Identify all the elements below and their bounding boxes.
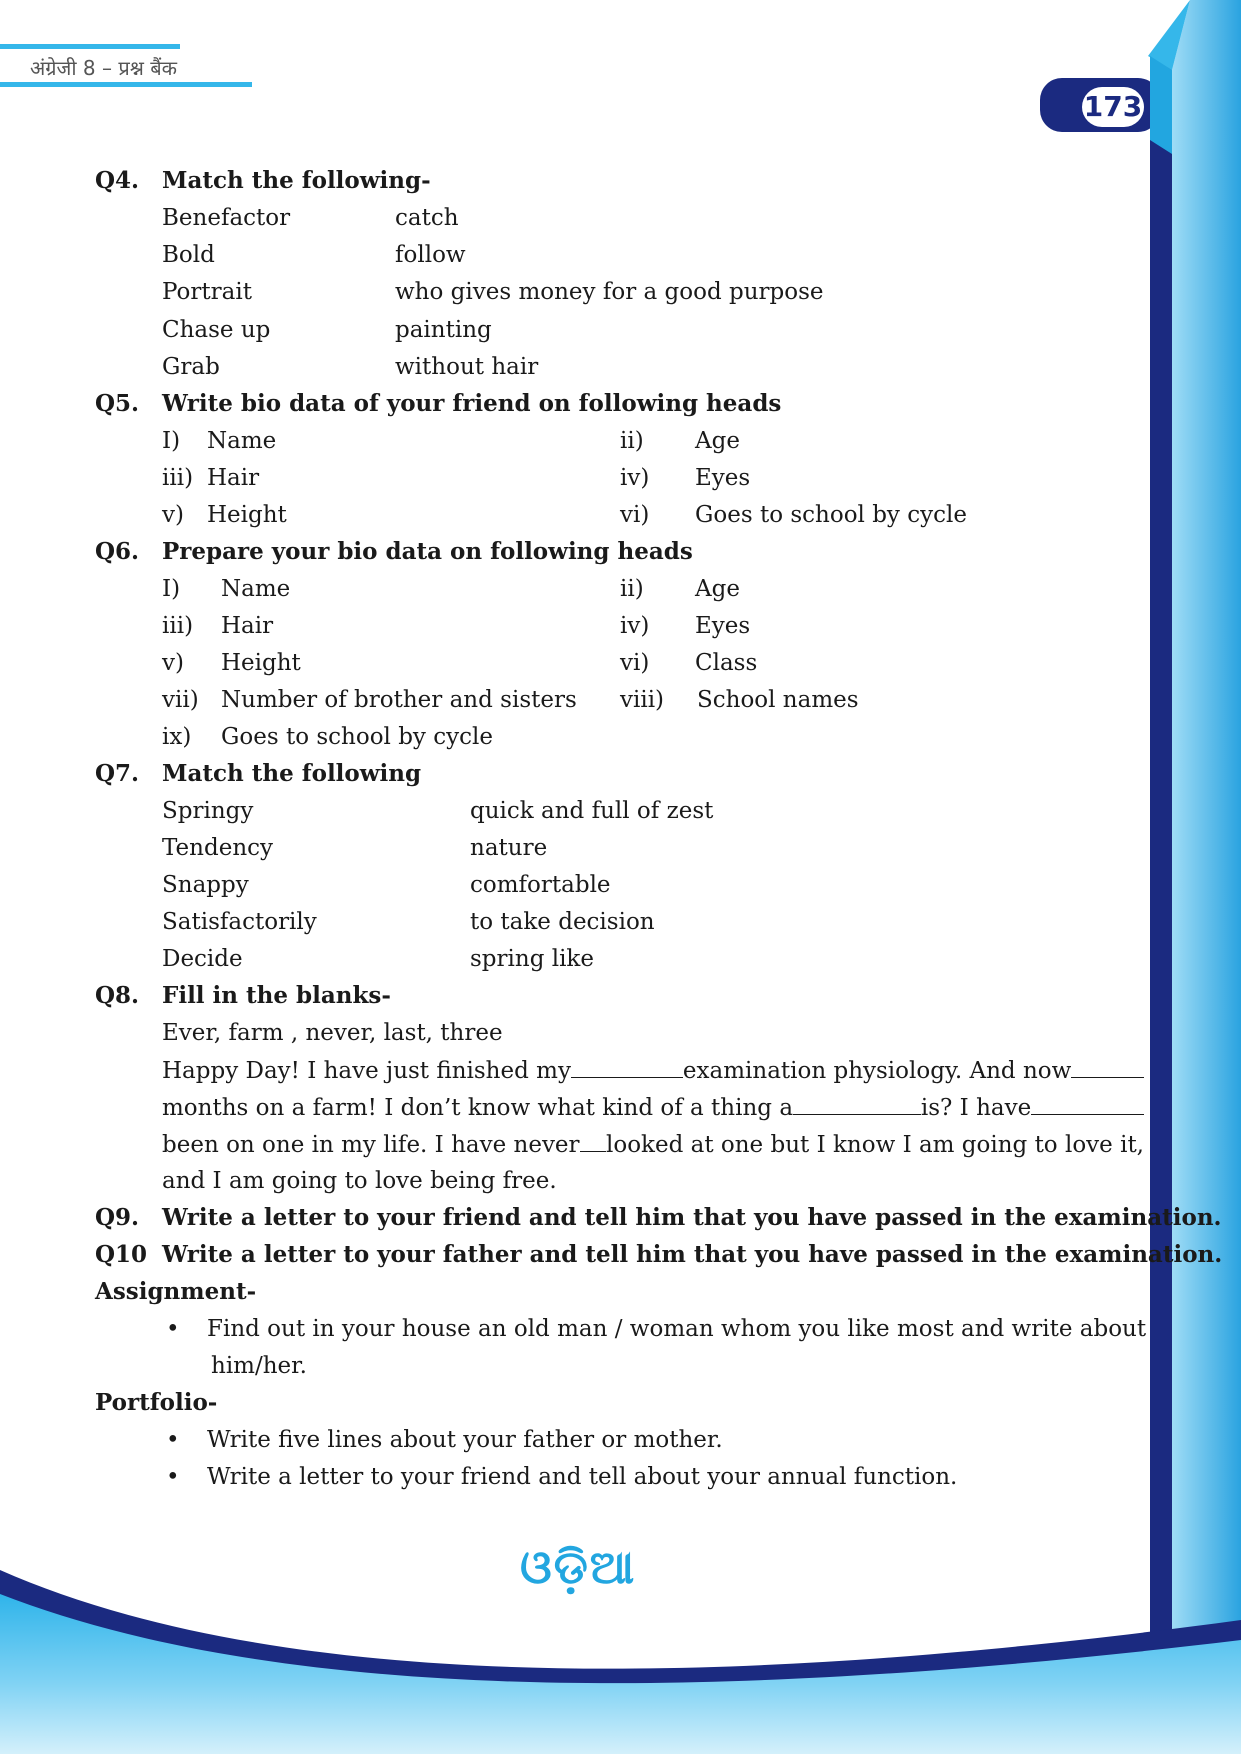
portfolio-item: Write five lines about your father or mother. (207, 1427, 723, 1453)
passage-text: is? I have (920, 1095, 1032, 1121)
list-numeral: vi) (620, 502, 650, 528)
passage-text: looked at one but I know I am going to love it, (606, 1132, 1144, 1158)
passage-text: months on a farm! I don’t know what kind of a thing a (162, 1095, 794, 1121)
match-right-item: who gives money for a good purpose (395, 279, 824, 305)
blank-field[interactable] (1031, 1092, 1144, 1115)
blank-field[interactable] (571, 1055, 683, 1078)
list-numeral: vii) (162, 687, 199, 713)
question-number: Q6. (95, 538, 140, 565)
match-left-item: Bold (162, 242, 215, 268)
list-numeral: I) (162, 428, 181, 454)
blank-field[interactable] (580, 1129, 606, 1152)
list-item: Goes to school by cycle (221, 724, 493, 750)
list-numeral: I) (162, 576, 181, 602)
blank-field[interactable] (1071, 1055, 1144, 1078)
match-left-item: Springy (162, 798, 254, 824)
portfolio-item: Write a letter to your friend and tell about your annual function. (207, 1464, 958, 1490)
assignment-line (207, 1314, 1145, 1344)
list-numeral: v) (162, 502, 184, 528)
list-numeral: iv) (620, 465, 650, 491)
passage-line (162, 1055, 1144, 1086)
match-right-item: comfortable (470, 872, 611, 898)
passage-line: and I am going to love being free. (162, 1168, 557, 1194)
match-left-item: Grab (162, 354, 220, 380)
list-item: Class (695, 650, 758, 676)
section-heading: Assignment- (95, 1278, 257, 1305)
list-item: Age (695, 428, 740, 454)
publisher-logo: ଓଡ଼ିଆ (520, 1540, 637, 1594)
match-right-item: catch (395, 205, 459, 231)
word-bank: Ever, farm , never, last, three (162, 1020, 503, 1046)
match-left-item: Tendency (162, 835, 274, 861)
list-numeral: iv) (620, 613, 650, 639)
assignment-line: him/her. (211, 1353, 307, 1379)
question-title: Write a letter to your father and tell him that you have passed in the examination. (162, 1241, 1223, 1268)
question-number: Q10 (95, 1241, 148, 1268)
page-number: 173 (1082, 87, 1144, 127)
list-item: Height (221, 650, 301, 676)
list-item: Eyes (695, 465, 751, 491)
list-item: Name (207, 428, 277, 454)
list-item: Eyes (695, 613, 751, 639)
passage-text: been on one in my life. I have never (162, 1132, 580, 1158)
list-numeral: vi) (620, 650, 650, 676)
list-item: Name (221, 576, 291, 602)
list-item: Hair (207, 465, 260, 491)
question-title: Write bio data of your friend on following heads (162, 390, 782, 417)
list-numeral: iii) (162, 613, 194, 639)
section-heading: Portfolio- (95, 1389, 218, 1416)
list-numeral: ii) (620, 428, 644, 454)
match-left-item: Decide (162, 946, 243, 972)
blank-field[interactable] (793, 1092, 921, 1115)
question-number: Q8. (95, 982, 140, 1009)
match-left-item: Portrait (162, 279, 252, 305)
question-title: Write a letter to your friend and tell him that you have passed in the examination. (162, 1204, 1222, 1231)
question-number: Q5. (95, 390, 140, 417)
page-side-frame (1040, 0, 1241, 1754)
match-right-item: without hair (395, 354, 539, 380)
passage-text: examination physiology. And now (682, 1058, 1072, 1084)
question-title: Match the following (162, 760, 422, 787)
list-item: Height (207, 502, 287, 528)
match-right-item: to take decision (470, 909, 655, 935)
bullet-icon: • (166, 1316, 180, 1342)
match-right-item: quick and full of zest (470, 798, 714, 824)
list-numeral: ix) (162, 724, 192, 750)
question-number: Q4. (95, 167, 140, 194)
list-item: Number of brother and sisters (221, 687, 577, 713)
list-numeral: iii) (162, 465, 194, 491)
match-right-item: nature (470, 835, 548, 861)
list-item: Age (695, 576, 740, 602)
question-title: Fill in the blanks- (162, 982, 391, 1009)
match-left-item: Snappy (162, 872, 249, 898)
bullet-icon: • (166, 1464, 180, 1490)
question-title: Match the following- (162, 167, 431, 194)
header-accent-line (0, 82, 252, 87)
question-number: Q7. (95, 760, 140, 787)
list-item: Goes to school by cycle (695, 502, 967, 528)
passage-line (162, 1129, 1144, 1160)
match-right-item: follow (395, 242, 466, 268)
list-numeral: v) (162, 650, 184, 676)
list-numeral: viii) (620, 687, 665, 713)
header-accent-line (0, 44, 180, 49)
match-right-item: painting (395, 317, 492, 343)
assignment-text: Find out in your house an old man / woman whom you like most and write about (207, 1316, 1147, 1342)
question-title: Prepare your bio data on following heads (162, 538, 693, 565)
question-number: Q9. (95, 1204, 140, 1231)
match-left-item: Satisfactorily (162, 909, 317, 935)
list-item: Hair (221, 613, 274, 639)
list-item: School names (697, 687, 859, 713)
match-right-item: spring like (470, 946, 594, 972)
running-title: अंग्रेजी 8 – प्रश्न बैंक (30, 56, 178, 80)
passage-text: Happy Day! I have just finished my (162, 1058, 571, 1084)
list-numeral: ii) (620, 576, 644, 602)
match-left-item: Benefactor (162, 205, 291, 231)
match-left-item: Chase up (162, 317, 271, 343)
bullet-icon: • (166, 1427, 180, 1453)
passage-line (162, 1092, 1144, 1123)
